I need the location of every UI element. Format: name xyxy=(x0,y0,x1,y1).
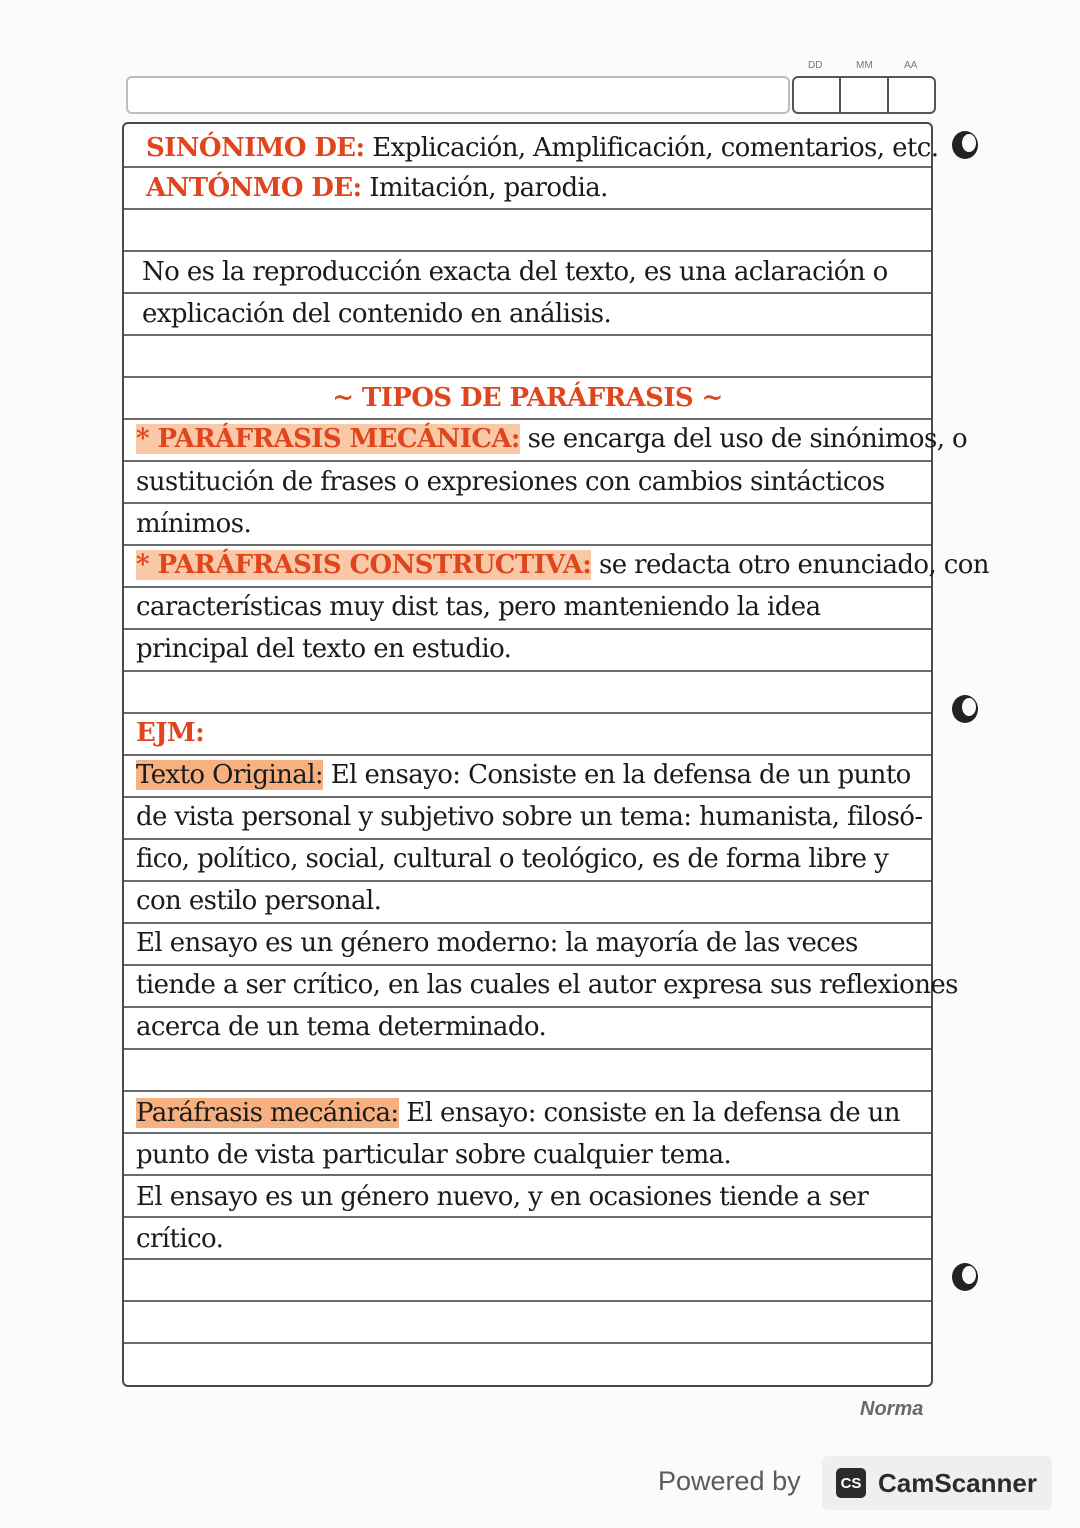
date-mm-label: MM xyxy=(856,60,873,71)
antonimo-text: Imitación, parodia. xyxy=(369,173,608,203)
antonimo-line xyxy=(146,173,921,203)
constructiva-line-2: características muy dist tas, pero manteniendo la idea xyxy=(136,592,821,622)
date-aa-box xyxy=(889,78,934,112)
date-header xyxy=(800,60,934,74)
original-line-2: de vista personal y subjetivo sobre un tema: humanista, filosó- xyxy=(136,802,923,832)
parafrasis-line-3: El ensayo es un género nuevo, y en ocasiones tiende a ser xyxy=(136,1182,869,1212)
parafrasis-text-1: El ensayo: consiste en la defensa de un xyxy=(406,1098,900,1128)
camscanner-name: CamScanner xyxy=(878,1467,1037,1498)
original-line-5: El ensayo es un género moderno: la mayoría de las veces xyxy=(136,928,858,958)
section-title: ~ TIPOS DE PARÁFRASIS ~ xyxy=(332,383,723,413)
sinonimo-line xyxy=(146,133,939,163)
camscanner-badge xyxy=(822,1456,1052,1510)
parafrasis-line-4: crítico. xyxy=(136,1224,224,1254)
parafrasis-line-2: punto de vista particular sobre cualquier tema. xyxy=(136,1140,732,1170)
mecanica-label: * PARÁFRASIS MECÁNICA: xyxy=(136,424,520,454)
date-mm-box xyxy=(841,78,888,112)
mecanica-text-1: se encarga del uso de sinónimos, o xyxy=(527,424,968,454)
definition-line-1: No es la reproducción exacta del texto, es una aclaración o xyxy=(142,257,888,287)
mecanica-line-3: mínimos. xyxy=(136,509,252,539)
constructiva-line-3: principal del texto en estudio. xyxy=(136,634,512,664)
ejm-label: EJM: xyxy=(136,718,205,748)
date-dd-label: DD xyxy=(808,60,823,71)
original-line-6: tiende a ser crítico, en las cuales el autor expresa sus reflexiones xyxy=(136,970,958,1000)
original-line-7: acerca de un tema determinado. xyxy=(136,1012,547,1042)
definition-line-2: explicación del contenido en análisis. xyxy=(142,299,612,329)
original-label: Texto Original: xyxy=(136,760,324,790)
parafrasis-line-1 xyxy=(136,1098,921,1128)
camscanner-logo-icon: CS xyxy=(836,1468,866,1498)
date-dd-box xyxy=(794,78,841,112)
antonimo-label: ANTÓNMO DE: xyxy=(146,173,362,203)
brand-logo: Norma xyxy=(860,1398,924,1420)
binder-hole-icon xyxy=(948,128,982,162)
binder-hole-icon xyxy=(948,692,982,726)
constructiva-label: * PARÁFRASIS CONSTRUCTIVA: xyxy=(136,550,592,580)
binder-hole-icon xyxy=(948,1260,982,1294)
constructiva-line-1 xyxy=(136,550,989,580)
original-line-3: fico, político, social, cultural o teológico, es de forma libre y xyxy=(136,844,889,874)
sinonimo-text: Explicación, Amplificación, comentarios, etc. xyxy=(372,133,939,163)
date-aa-label: AA xyxy=(904,60,918,71)
mecanica-line-2: sustitución de frases o expresiones con cambios sintácticos xyxy=(136,467,885,497)
powered-by-text: Powered by xyxy=(658,1466,801,1496)
date-field xyxy=(792,76,936,114)
parafrasis-label: Paráfrasis mecánica: xyxy=(136,1098,399,1128)
constructiva-text-1: se redacta otro enunciado, con xyxy=(598,550,989,580)
original-line-1 xyxy=(136,760,921,790)
notebook-page xyxy=(122,122,989,1387)
mecanica-line-1 xyxy=(136,424,968,454)
original-text-1: El ensayo: Consiste en la defensa de un punto xyxy=(330,760,911,790)
sinonimo-label: SINÓNIMO DE: xyxy=(146,133,365,163)
original-line-4: con estilo personal. xyxy=(136,886,382,916)
title-field xyxy=(126,76,790,114)
